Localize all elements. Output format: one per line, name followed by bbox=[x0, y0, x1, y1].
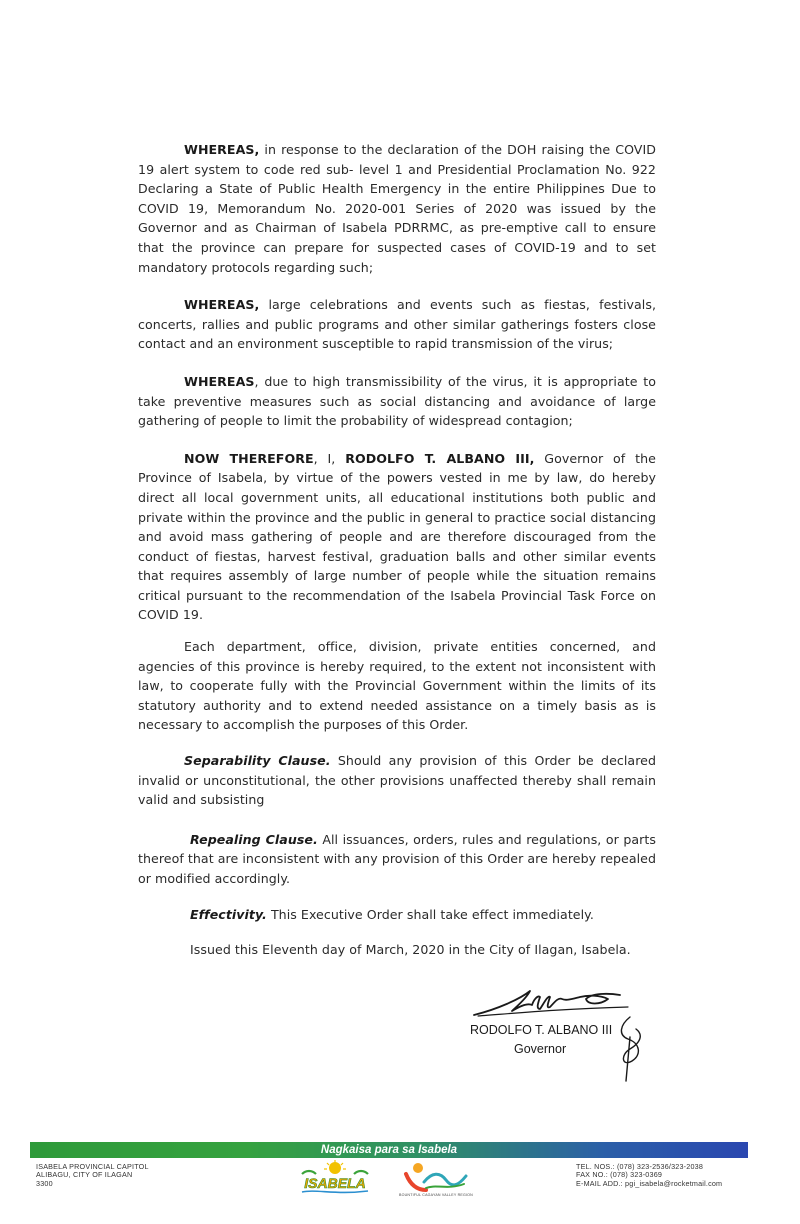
footer-slogan-bar bbox=[30, 1142, 748, 1158]
whereas-paragraph-2 bbox=[138, 295, 656, 354]
repealing-paragraph bbox=[138, 830, 656, 889]
paragraph-text: , due to high transmissibility of the virus, it is appropriate to take preventive measures such as social distancing and avoidance of large gathering of people to limit the probability of widespread contagion; bbox=[138, 373, 656, 429]
footer-address bbox=[36, 1163, 149, 1188]
paragraph-lead: WHEREAS, bbox=[184, 142, 260, 157]
address-line: ALIBAGU, CITY OF ILAGAN bbox=[36, 1170, 133, 1180]
contact-line: TEL. NOS.: (078) 323-2536/323-2038 bbox=[576, 1162, 704, 1171]
paragraph-lead: Repealing Clause. bbox=[190, 831, 318, 847]
cooperation-paragraph bbox=[138, 637, 656, 735]
effectivity-paragraph bbox=[138, 905, 656, 925]
contact-line: FAX NO.: (078) 323-0369 bbox=[576, 1170, 663, 1180]
whereas-paragraph-3 bbox=[138, 372, 656, 431]
now-therefore-paragraph bbox=[138, 449, 656, 625]
footer-contact bbox=[576, 1163, 722, 1188]
paragraph-text: All issuances, orders, rules and regulations, or parts thereof that are inconsistent with any provision of this Order are hereby repealed or modified accordingly. bbox=[138, 831, 657, 886]
paragraph-mid: , I, bbox=[313, 450, 346, 466]
order-body bbox=[138, 140, 656, 960]
isabela-logo-text: ISABELA bbox=[304, 1175, 366, 1191]
paragraph-lead: Separability Clause. bbox=[184, 753, 331, 769]
paragraph-text: Issued this Eleventh day of March, 2020 in the City of Ilagan, Isabela. bbox=[190, 942, 631, 958]
paragraph-lead: WHEREAS, bbox=[184, 297, 260, 313]
signatory-title: Governor bbox=[514, 1042, 567, 1056]
issued-paragraph bbox=[138, 940, 656, 960]
paragraph-text: Each department, office, division, private entities concerned, and agencies of this province is hereby required, to the extent not inconsistent with law, to cooperate fully with the Provincial Government within the limits of its statutory authority and to extend needed assistance on a timely basis as is necessary to accomplish the purposes of this Order. bbox=[138, 639, 656, 733]
paragraph-lead: NOW THEREFORE bbox=[184, 450, 314, 466]
address-line: 3300 bbox=[36, 1178, 53, 1188]
paragraph-lead: WHEREAS bbox=[184, 373, 255, 389]
paragraph-lead: Effectivity. bbox=[190, 906, 267, 922]
initial-mark-icon bbox=[610, 1015, 650, 1085]
signature-block bbox=[468, 985, 648, 1085]
address-line: ISABELA PROVINCIAL CAPITOL bbox=[36, 1162, 149, 1171]
paragraph-text: This Executive Order shall take effect immediately. bbox=[266, 906, 594, 922]
cagayan-valley-caption: BOUNTIFUL CAGAYAN VALLEY REGION bbox=[399, 1193, 473, 1197]
paragraph-text: Should any provision of this Order be declared invalid or unconstitutional, the other provisions unaffected thereby shall remain valid and subsisting bbox=[138, 753, 656, 808]
signatory-name: RODOLFO T. ALBANO III bbox=[470, 1023, 613, 1037]
footer-slogan: Nagkaisa para sa Isabela bbox=[320, 1144, 458, 1156]
paragraph-text: large celebrations and events such as fiestas, festivals, concerts, rallies and public programs and other similar gatherings fosters close contact and an environment susceptible to rapid transmission of the virus; bbox=[138, 297, 656, 352]
isabela-logo-icon bbox=[296, 1160, 374, 1196]
paragraph-text: Governor of the Province of Isabela, by virtue of the powers vested in me by law, do hereby direct all local government units, all educational institutions both public and private within the province and the public in general to practice social distancing and avoid mass gathering of people and are therefore discouraged from the conduct of fiestas, harvest festival, graduation balls and other similar events that requires assembly of large number of people while the situation remains critical pursuant to the recommendation of the Isabela Provincial Task Force on COVID 19. bbox=[138, 450, 656, 623]
contact-line: E-MAIL ADD.: pgi_isabela@rocketmail.com bbox=[576, 1178, 723, 1188]
separability-paragraph bbox=[138, 751, 656, 810]
paragraph-text: in response to the declaration of the DOH raising the COVID 19 alert system to code red sub- level 1 and Presidential Proclamation No. 922 Declaring a State of Public Health Emergency in the entire Philippines Due to COVID 19, Memorandum No. 2020-001 Series of 2020 was issued by the Governor and as Chairman of Isabela PDRRMC, as pre-emptive call to ensure that the province can prepare for suspected cases of COVID-19 and to set mandatory protocols regarding such; bbox=[138, 142, 656, 275]
governor-name-inline: RODOLFO T. ALBANO III, bbox=[345, 450, 535, 466]
whereas-paragraph-1 bbox=[138, 140, 656, 277]
